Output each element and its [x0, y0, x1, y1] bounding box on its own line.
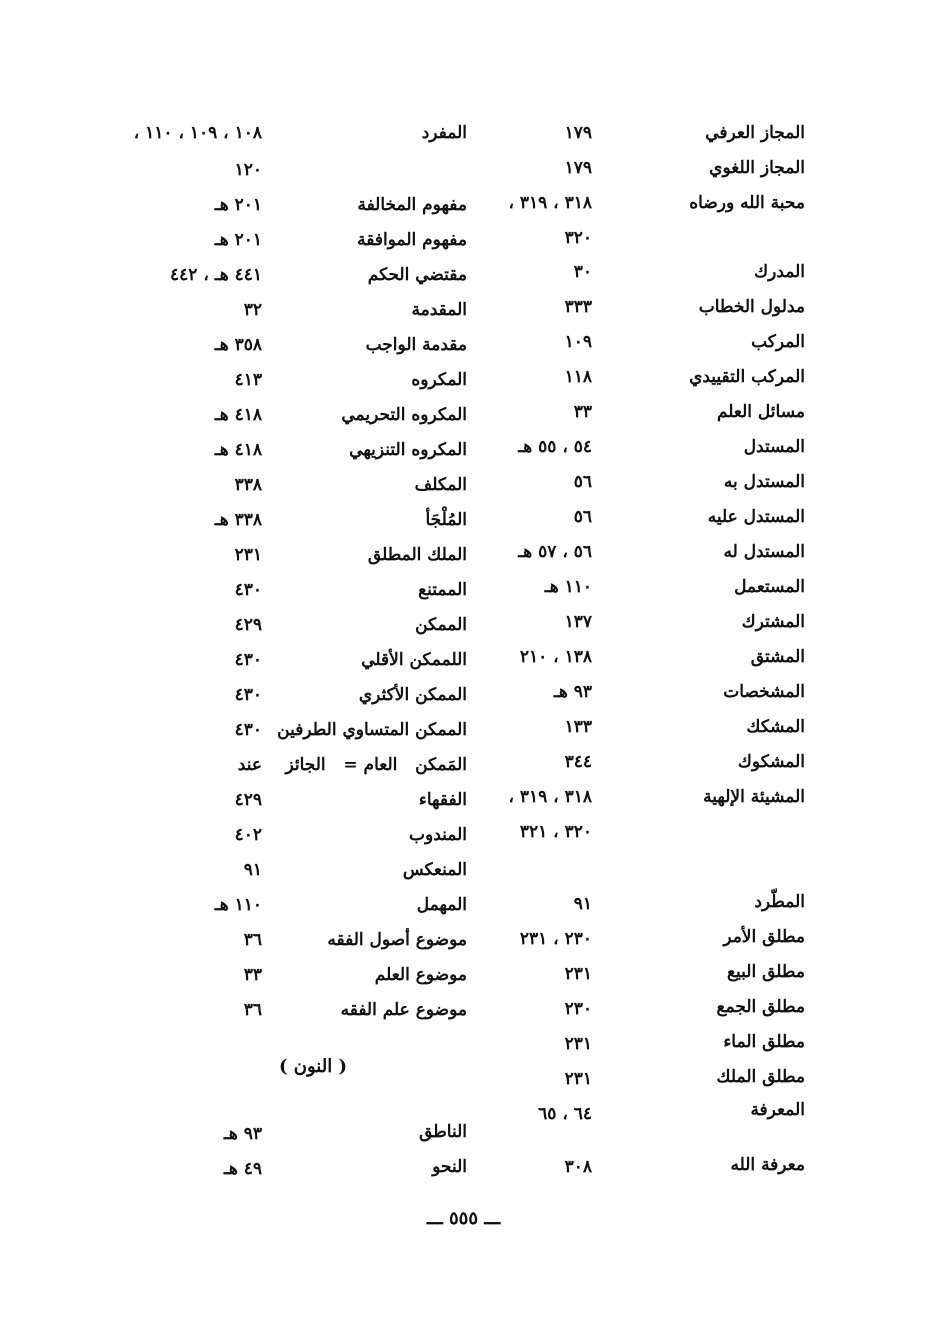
right-pages: ١٣٣: [564, 717, 592, 737]
left-term: موضوع علم الفقه: [340, 1000, 467, 1020]
right-pages: ٣٢٠: [564, 228, 592, 248]
right-term: المركب: [751, 332, 805, 352]
right-pages: ١٠٩: [564, 332, 592, 352]
right-pages: ٣١٨ ، ٣١٩ ،: [508, 787, 592, 807]
right-pages: ١٧٩: [564, 158, 592, 178]
right-term: المشكوك: [737, 752, 805, 772]
right-term: المركب التقييدي: [689, 367, 805, 387]
left-term: موضوع العلم: [374, 965, 467, 985]
right-pages: ٥٦: [573, 472, 592, 492]
left-term: المفرد: [421, 123, 467, 143]
left-term: مفهوم المخالفة: [357, 195, 467, 215]
left-pages: ٩١: [243, 860, 262, 880]
left-pages: عند: [237, 755, 262, 775]
right-term: مطلق الأمر: [723, 927, 805, 947]
right-pages: ١١٠ هـ: [544, 577, 592, 597]
right-term: المستعمل: [734, 577, 805, 597]
left-pages: ٣٥٨ هـ: [214, 335, 262, 355]
left-term: الممكن: [415, 615, 467, 635]
left-pages: ٣٢: [243, 300, 262, 320]
right-pages: ١٣٨ ، ٢١٠: [519, 647, 592, 667]
left-pages: ٤١٨ هـ: [214, 405, 262, 425]
right-term: محبة الله ورضاه: [689, 193, 805, 213]
right-term: المستدل به: [723, 472, 805, 492]
left-term: الفقهاء: [418, 790, 467, 810]
left-term: المكروه التنزيهي: [349, 440, 467, 460]
left-term: الممكن الأكثري: [358, 685, 467, 705]
section-heading: ( النون ): [278, 1056, 347, 1077]
right-pages: ٥٦ ، ٥٧ هـ: [518, 542, 592, 562]
right-pages: ٣٠: [573, 262, 592, 282]
right-pages: ١٧٩: [564, 123, 592, 143]
right-pages: ٣٢٠ ، ٣٢١: [519, 822, 592, 842]
right-term: مطلق الملك: [716, 1067, 805, 1087]
left-pages: ٤٣٠: [234, 720, 262, 740]
left-term: الممتنع: [418, 580, 467, 600]
left-pages: ٢٠١ هـ: [214, 230, 262, 250]
left-pages: ٤٣٠: [234, 580, 262, 600]
right-term: المشترك: [741, 612, 805, 632]
left-pages: ٩٣ هـ: [223, 1124, 262, 1144]
left-pages: ٤٩ هـ: [223, 1159, 262, 1179]
left-term: مفهوم الموافقة: [357, 230, 467, 250]
left-term: المهمل: [416, 895, 467, 915]
right-pages: ٢٣٠: [564, 999, 592, 1019]
left-pages: ١١٠ هـ: [214, 895, 262, 915]
left-term: مقدمة الواجب: [365, 335, 467, 355]
page-number: ـــ ٥٥٥ ـــ: [426, 1208, 501, 1229]
right-term: مدلول الخطاب: [698, 297, 805, 317]
left-pages: ١٢٠: [234, 160, 262, 180]
left-term: المكروه التحريمي: [341, 405, 467, 425]
right-pages: ٢٣١: [564, 1069, 592, 1089]
right-term: المدرك: [754, 262, 805, 282]
right-pages: ٣٤٤: [564, 752, 592, 772]
right-pages: ٣٠٨: [564, 1157, 592, 1177]
right-term: مطلق الجمع: [716, 997, 805, 1017]
left-pages: ٤٤١ هـ ، ٤٤٢: [170, 265, 262, 285]
left-term: المنعكس: [402, 860, 467, 880]
right-term: مسائل العلم: [716, 402, 805, 422]
right-term: المشتق: [750, 647, 805, 667]
left-pages: ٣٦: [243, 1000, 262, 1020]
right-term: المشكك: [746, 717, 805, 737]
left-pages: ٤٣٠: [234, 650, 262, 670]
left-term: المُلْجَأ: [425, 510, 467, 530]
right-term: المعرفة: [750, 1100, 805, 1120]
right-term: المجاز العرفي: [705, 123, 805, 143]
right-pages: ١٣٧: [564, 612, 592, 632]
right-pages: ٦٤ ، ٦٥: [538, 1104, 592, 1124]
right-pages: ٢٣١: [564, 964, 592, 984]
left-term: المقدمة: [411, 300, 467, 320]
left-term: المكلف: [414, 475, 467, 495]
left-term: مقتضي الحكم: [367, 265, 467, 285]
right-term: المطّرد: [754, 892, 805, 912]
left-term: اللممكن الأقلي: [361, 650, 467, 670]
left-pages: ١٠٨ ، ١٠٩ ، ١١٠ ،: [133, 123, 262, 143]
right-pages: ٣٣: [573, 402, 592, 422]
left-pages: ٤٣٠: [234, 685, 262, 705]
right-pages: ٣١٨ ، ٣١٩ ،: [508, 193, 592, 213]
right-term: المستدل له: [723, 542, 805, 562]
right-pages: ١١٨: [564, 367, 592, 387]
left-pages: ٤١٣: [234, 370, 262, 390]
left-term: النحو: [432, 1157, 467, 1177]
left-pages: ٢٣١: [234, 545, 262, 565]
left-pages: ٣٣٨ هـ: [214, 510, 262, 530]
left-term: المَمكن العام = الجائز: [285, 755, 467, 775]
right-term: مطلق البيع: [727, 962, 805, 982]
right-pages: ٩١: [573, 894, 592, 914]
left-term: موضوع أصول الفقه: [327, 930, 467, 950]
right-pages: ٥٤ ، ٥٥ هـ: [518, 437, 592, 457]
left-pages: ٣٣٨: [234, 475, 262, 495]
right-term: المشخصات: [723, 682, 805, 702]
left-pages: ٤٠٢: [234, 825, 262, 845]
left-pages: ٣٦: [243, 930, 262, 950]
right-pages: ٣٣٣: [564, 297, 592, 317]
left-term: المكروه: [411, 370, 467, 390]
left-term: الملك المطلق: [367, 545, 467, 565]
right-term: معرفة الله: [730, 1155, 805, 1175]
left-pages: ٤٢٩: [234, 790, 262, 810]
left-pages: ٤٢٩: [234, 615, 262, 635]
right-term: المستدل عليه: [707, 507, 805, 527]
right-pages: ٢٣٠ ، ٢٣١: [519, 929, 592, 949]
left-pages: ٤١٨ هـ: [214, 440, 262, 460]
right-pages: ٢٣١: [564, 1034, 592, 1054]
left-pages: ٣٣: [243, 965, 262, 985]
right-pages: ٩٣ هـ: [553, 682, 592, 702]
left-term: الناطق: [419, 1122, 467, 1142]
left-term: المندوب: [409, 825, 467, 845]
left-pages: ٢٠١ هـ: [214, 195, 262, 215]
right-term: مطلق الماء: [723, 1032, 805, 1052]
left-term: الممكن المتساوي الطرفين: [277, 720, 467, 740]
right-term: المشيئة الإلهية: [703, 787, 805, 807]
right-pages: ٥٦: [573, 507, 592, 527]
right-term: المستدل: [743, 437, 805, 457]
right-term: المجاز اللغوي: [709, 158, 805, 178]
